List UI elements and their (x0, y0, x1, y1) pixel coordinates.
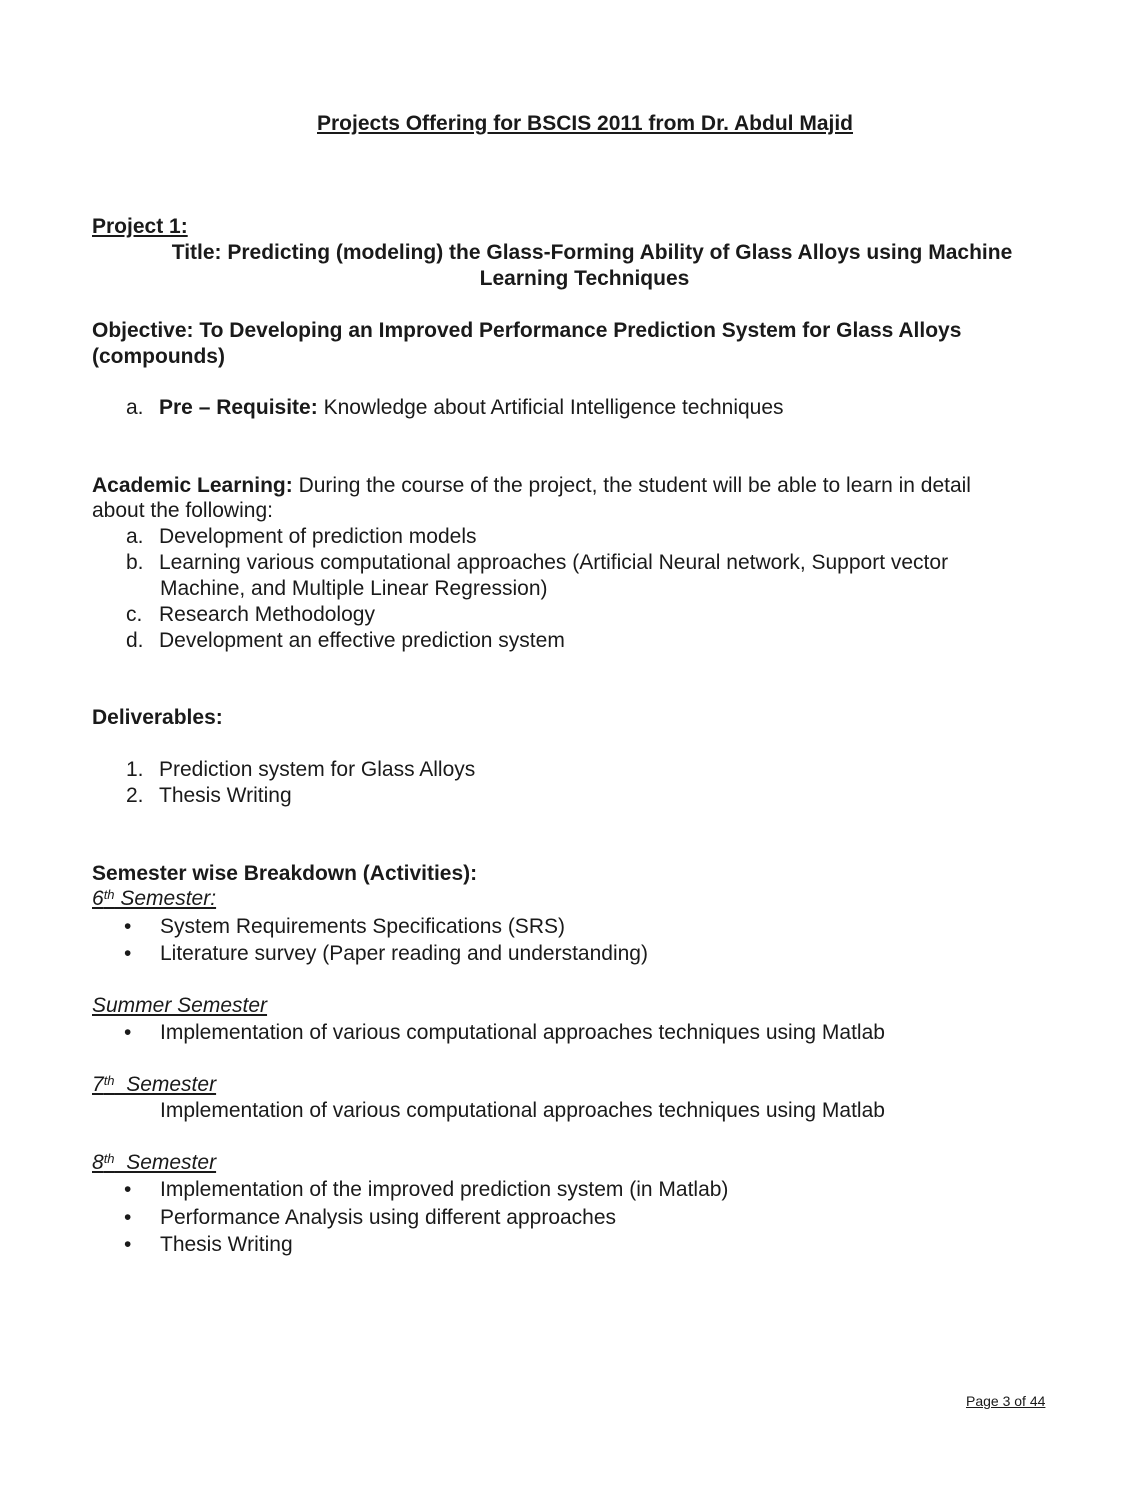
page-number: Page 3 of 44 (966, 1393, 1046, 1409)
project-title-line1: Title: Predicting (modeling) the Glass-Forming Ability of Glass Alloys using Machine (171, 241, 1013, 264)
prerequisite-item: a. Pre – Requisite: Knowledge about Artificial Intelligence techniques (126, 396, 784, 419)
list-item: 2. Thesis Writing (126, 784, 292, 807)
deliverables-heading: Deliverables: (92, 706, 223, 729)
objective-line1: Objective: To Developing an Improved Performance Prediction System for Glass Alloys (92, 319, 962, 342)
list-item: 1. Prediction system for Glass Alloys (126, 758, 476, 781)
semester-7-heading: 7th Semester (92, 1073, 217, 1096)
list-item: a. Development of prediction models (126, 525, 477, 548)
document-title: Projects Offering for BSCIS 2011 from Dr. Abdul Majid (317, 112, 853, 135)
list-item: b. Learning various computational approaches (Artificial Neural network, Support vector (126, 551, 949, 574)
semester-7-text: Implementation of various computational approaches techniques using Matlab (160, 1099, 885, 1122)
semester-8-heading: 8th Semester (92, 1151, 217, 1174)
project-label: Project 1: (92, 215, 188, 238)
list-item: d. Development an effective prediction system (126, 629, 565, 652)
project-title-line2: Learning Techniques (479, 267, 690, 290)
list-item: c. Research Methodology (126, 603, 375, 626)
semester-6-heading: 6th Semester: (92, 887, 217, 910)
academic-learning-intro: Academic Learning: During the course of the project, the student will be able to learn in detail (92, 474, 971, 497)
summer-semester-heading: Summer Semester (92, 994, 268, 1017)
breakdown-heading: Semester wise Breakdown (Activities): (92, 862, 478, 885)
academic-learning-intro-cont: about the following: (92, 499, 273, 522)
list-item-cont: Machine, and Multiple Linear Regression) (160, 577, 548, 600)
objective-line2: (compounds) (92, 345, 225, 368)
